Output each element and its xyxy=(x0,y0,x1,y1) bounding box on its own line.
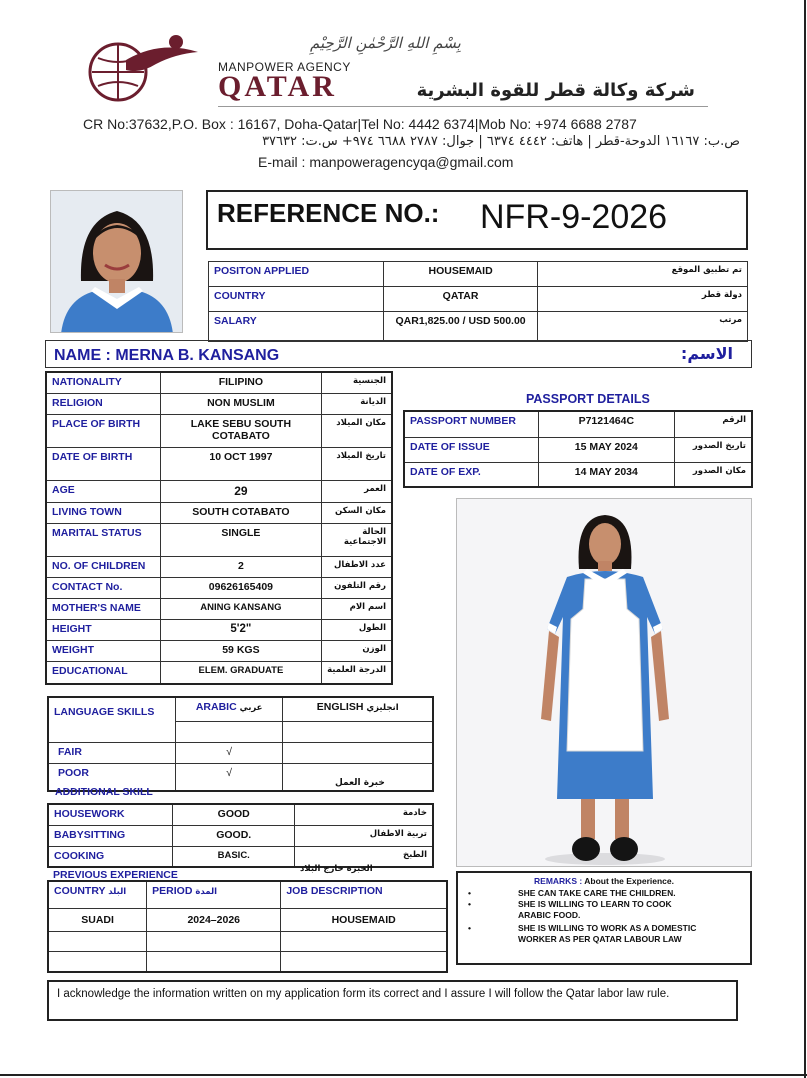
babysitting-label-ar: تربية الاطفال xyxy=(295,825,433,846)
table-row xyxy=(48,825,433,846)
country-header-ar: البلد xyxy=(108,887,127,897)
personal-details-table xyxy=(45,371,393,685)
language-skills-label: LANGUAGE SKILLS xyxy=(54,706,155,718)
date-of-exp-label: DATE OF EXP. xyxy=(404,462,538,487)
period-header-ar: المدة xyxy=(195,887,218,897)
table-row xyxy=(48,804,433,825)
country-header: COUNTRY xyxy=(54,885,106,897)
height-value: 5'2" xyxy=(161,619,322,640)
date-of-birth-label: DATE OF BIRTH xyxy=(46,447,161,480)
arabic-header: ARABIC xyxy=(195,701,237,713)
age-label-ar: العمر xyxy=(321,480,392,502)
salary-label-ar: مرتب xyxy=(538,312,748,342)
agency-name-big: QATAR xyxy=(218,70,337,103)
experience-period xyxy=(147,931,281,951)
contact-label-ar: رقم التلفون xyxy=(321,577,392,598)
experience-job: HOUSEMAID xyxy=(281,908,447,931)
mother-name-label-ar: اسم الام xyxy=(321,598,392,619)
babysitting-value: GOOD. xyxy=(173,825,295,846)
table-row xyxy=(46,619,392,640)
full-body-photo xyxy=(456,498,752,867)
name-bar xyxy=(45,340,752,368)
table-row xyxy=(48,881,447,908)
reference-label: REFERENCE NO.: xyxy=(217,198,440,228)
table-row xyxy=(404,411,752,437)
poor-label: POOR xyxy=(48,763,175,791)
nationality-value: FILIPINO xyxy=(161,372,322,393)
table-row xyxy=(209,262,748,287)
age-value: 29 xyxy=(161,480,322,502)
marital-status-label: MARITAL STATUS xyxy=(46,523,161,556)
cooking-label: COOKING xyxy=(48,846,173,867)
weight-label: WEIGHT xyxy=(46,640,161,661)
marital-status-label-ar: الحالة الاجتماعية xyxy=(321,523,392,556)
religion-label-ar: الديانة xyxy=(321,393,392,414)
acknowledgement-text: I acknowledge the information written on my application form its correct and I assure I will follow the Qatar labor law rule. xyxy=(57,988,670,1000)
passport-number-value: P7121464C xyxy=(538,411,674,437)
education-label-ar: الدرجة العلمية xyxy=(321,661,392,684)
table-row xyxy=(48,931,447,951)
passport-number-label-ar: الرقم xyxy=(674,411,752,437)
language-row-english xyxy=(283,721,433,742)
salary-label: SALARY xyxy=(209,312,384,342)
table-row xyxy=(46,640,392,661)
religion-value: NON MUSLIM xyxy=(161,393,322,414)
date-of-birth-value: 10 OCT 1997 xyxy=(161,447,322,480)
language-row-label xyxy=(48,721,175,742)
reference-value: NFR-9-2026 xyxy=(480,198,668,236)
portrait-photo xyxy=(50,190,183,333)
table-row xyxy=(46,577,392,598)
additional-skills-table xyxy=(47,803,434,868)
date-of-issue-label: DATE OF ISSUE xyxy=(404,437,538,462)
date-of-issue-label-ar: تاريخ الصدور xyxy=(674,437,752,462)
date-of-issue-value: 15 MAY 2024 xyxy=(538,437,674,462)
agency-name-arabic: شركة وكالة قطر للقوة البشرية xyxy=(416,80,695,101)
contact-value: 09626165409 xyxy=(161,577,322,598)
table-row xyxy=(46,598,392,619)
additional-skill-title: ADDITIONAL SKILL xyxy=(55,786,153,798)
country-label-ar: دولة قطر xyxy=(538,287,748,312)
header-divider xyxy=(218,106,708,107)
contact-line-en: CR No:37632,P.O. Box : 16167, Doha-Qatar|Tel No: 4442 6374|Mob No: +974 6688 2787 xyxy=(83,116,637,132)
table-row xyxy=(48,908,447,931)
remark-text: SHE IS WILLING TO LEARN TO COOK ARABIC FOOD. xyxy=(518,899,672,920)
experience-country xyxy=(48,951,147,972)
table-row xyxy=(48,951,447,972)
experience-country: SUADI xyxy=(48,908,147,931)
remark-text: SHE CAN TAKE CARE THE CHILDREN. xyxy=(518,888,676,898)
table-row xyxy=(46,661,392,684)
table-row xyxy=(46,480,392,502)
living-town-label: LIVING TOWN xyxy=(46,502,161,523)
fair-label: FAIR xyxy=(48,742,175,763)
position-label-ar: تم تطبيق الموقع xyxy=(538,262,748,287)
fair-arabic: √ xyxy=(175,742,282,763)
list-item: • SHE IS WILLING TO WORK AS A DOMESTIC WORKER AS PER QATAR LABOUR LAW xyxy=(468,923,697,944)
nationality-label-ar: الجنسية xyxy=(321,372,392,393)
date-of-exp-label-ar: مكان الصدور xyxy=(674,462,752,487)
mother-name-value: ANING KANSANG xyxy=(161,598,322,619)
job-description-header: JOB DESCRIPTION xyxy=(281,881,447,908)
place-of-birth-value: LAKE SEBU SOUTH COTABATO xyxy=(161,414,322,447)
table-row xyxy=(48,742,433,763)
fair-english xyxy=(283,742,433,763)
contact-line-ar: ص.ب: ١٦١٦٧ الدوحة-قطر | هاتف: ٤٤٤٢ ٦٣٧٤ | جوال: ٢٧٨٧ ٦٦٨٨ ٩٧٤+ س.ت: ٣٧٦٣٢ xyxy=(262,134,740,149)
passport-table xyxy=(403,410,753,488)
table-row xyxy=(209,312,748,342)
nationality-label: NATIONALITY xyxy=(46,372,161,393)
weight-label-ar: الوزن xyxy=(321,640,392,661)
previous-experience-title: PREVIOUS EXPERIENCE xyxy=(53,869,178,881)
religion-label: RELIGION xyxy=(46,393,161,414)
table-row xyxy=(209,287,748,312)
passport-title: PASSPORT DETAILS xyxy=(526,392,650,406)
position-label: POSITON APPLIED xyxy=(209,262,384,287)
remarks-subtitle: About the Experience. xyxy=(584,876,674,886)
table-row xyxy=(404,437,752,462)
table-row xyxy=(404,462,752,487)
english-header-ar: انجليزي xyxy=(366,703,399,713)
table-row xyxy=(46,502,392,523)
date-of-birth-label-ar: تاريخ الميلاد xyxy=(321,447,392,480)
children-label: NO. OF CHILDREN xyxy=(46,556,161,577)
mother-name-label: MOTHER'S NAME xyxy=(46,598,161,619)
table-row xyxy=(48,846,433,867)
remarks-box xyxy=(456,871,752,965)
housework-label-ar: خادمة xyxy=(295,804,433,825)
children-label-ar: عدد الاطفال xyxy=(321,556,392,577)
experience-job xyxy=(281,951,447,972)
table-row xyxy=(46,393,392,414)
table-row xyxy=(46,414,392,447)
arabic-header-ar: عربي xyxy=(239,703,263,713)
email-line: E-mail : manpoweragencyqa@gmail.com xyxy=(258,154,514,170)
marital-status-value: SINGLE xyxy=(161,523,322,556)
period-header: PERIOD xyxy=(152,885,193,897)
cooking-label-ar: الطبخ xyxy=(295,846,433,867)
table-row xyxy=(48,697,433,721)
poor-arabic: √ xyxy=(175,763,282,791)
weight-value: 59 KGS xyxy=(161,640,322,661)
age-label: AGE xyxy=(46,480,161,502)
country-value: QATAR xyxy=(383,287,538,312)
experience-period: 2024–2026 xyxy=(147,908,281,931)
agency-logo-icon xyxy=(80,30,215,105)
education-value: ELEM. GRADUATE xyxy=(161,661,322,684)
education-label: EDUCATIONAL xyxy=(46,661,161,684)
position-value: HOUSEMAID xyxy=(383,262,538,287)
contact-label: CONTACT No. xyxy=(46,577,161,598)
experience-country xyxy=(48,931,147,951)
language-row-arabic xyxy=(175,721,282,742)
experience-table xyxy=(47,880,448,973)
height-label: HEIGHT xyxy=(46,619,161,640)
place-of-birth-label: PLACE OF BIRTH xyxy=(46,414,161,447)
experience-period xyxy=(147,951,281,972)
page-bottom-border xyxy=(0,1074,807,1076)
table-row xyxy=(46,556,392,577)
page-right-border xyxy=(804,0,806,1078)
table-row xyxy=(48,721,433,742)
position-table xyxy=(208,261,748,342)
housework-value: GOOD xyxy=(173,804,295,825)
children-value: 2 xyxy=(161,556,322,577)
living-town-value: SOUTH COTABATO xyxy=(161,502,322,523)
table-row xyxy=(46,447,392,480)
housework-label: HOUSEWORK xyxy=(48,804,173,825)
date-of-exp-value: 14 MAY 2034 xyxy=(538,462,674,487)
previous-experience-title-ar: الخبرة خارج البلاد xyxy=(300,864,373,874)
agency-name-small: MANPOWER AGENCY xyxy=(218,60,351,74)
babysitting-label: BABYSITTING xyxy=(48,825,173,846)
passport-number-label: PASSPORT NUMBER xyxy=(404,411,538,437)
letterhead xyxy=(80,30,740,170)
reference-box xyxy=(206,190,748,250)
english-header: ENGLISH xyxy=(316,701,364,713)
table-row xyxy=(46,372,392,393)
cooking-value: BASIC. xyxy=(173,846,295,867)
acknowledgement-box xyxy=(47,980,738,1021)
country-label: COUNTRY xyxy=(209,287,384,312)
list-item: • SHE IS WILLING TO LEARN TO COOK ARABIC FOOD. xyxy=(468,899,672,920)
applicant-name-ar: الاسم: xyxy=(680,344,733,363)
place-of-birth-label-ar: مكان الميلاد xyxy=(321,414,392,447)
bismillah: بِسْمِ اللهِ الرَّحْمٰنِ الرَّحِيْمِ xyxy=(310,34,461,52)
height-label-ar: الطول xyxy=(321,619,392,640)
remarks-label: REMARKS : xyxy=(534,876,583,886)
living-town-label-ar: مكان السكن xyxy=(321,502,392,523)
remark-text: SHE IS WILLING TO WORK AS A DOMESTIC WORKER AS PER QATAR LABOUR LAW xyxy=(518,923,697,944)
work-experience-ar: خبرة العمل xyxy=(335,778,385,788)
table-row xyxy=(46,523,392,556)
applicant-name: NAME : MERNA B. KANSANG xyxy=(54,347,280,364)
list-item: • SHE CAN TAKE CARE THE CHILDREN. xyxy=(468,888,676,898)
experience-job xyxy=(281,931,447,951)
salary-value: QAR1,825.00 / USD 500.00 xyxy=(383,312,538,342)
